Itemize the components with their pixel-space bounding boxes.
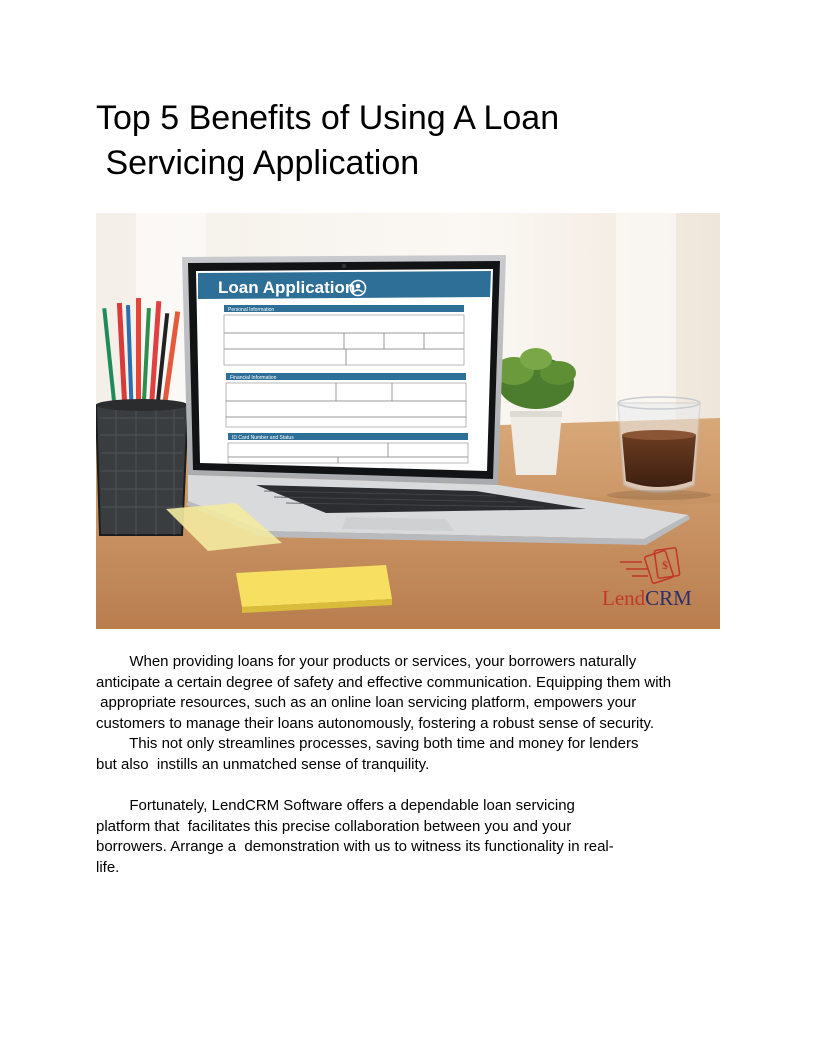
paragraph-2: [96, 796, 726, 878]
brand-lend: Lend: [602, 586, 646, 610]
text-line: life.: [96, 858, 120, 876]
form-section-1: Personal Information: [228, 307, 275, 313]
form-title: Loan Application: [218, 278, 356, 297]
text-line: customers to manage their loans autonomously, fostering a robust sense of security.: [96, 714, 655, 732]
text-line: This not only streamlines processes, saving both time and money for lenders: [96, 735, 639, 753]
hero-illustration: [96, 213, 720, 629]
title-line-2: Servicing Application: [96, 144, 420, 182]
text-line: Fortunately, LendCRM Software offers a dependable loan servicing: [96, 797, 575, 815]
brand-crm: CRM: [645, 586, 692, 610]
hero-image: [96, 213, 720, 629]
text-line: appropriate resources, such as an online loan servicing platform, empowers your: [96, 694, 637, 712]
text-line: borrowers. Arrange a demonstration with us to witness its functionality in real-: [96, 838, 614, 856]
paragraph-1: [96, 652, 726, 776]
title-line-1: Top 5 Benefits of Using A Loan: [96, 99, 560, 137]
text-line: platform that facilitates this precise collaboration between you and your: [96, 817, 572, 835]
form-section-3: ID Card Number and Status: [232, 435, 294, 441]
text-line: anticipate a certain degree of safety and effective communication. Equipping them with: [96, 673, 672, 691]
text-line: When providing loans for your products or services, your borrowers naturally: [96, 653, 637, 670]
page-title: [96, 96, 716, 186]
article-body: [96, 652, 726, 879]
text-line: but also instills an unmatched sense of tranquility.: [96, 755, 430, 773]
form-section-2: Financial Information: [230, 375, 277, 381]
svg-text:$: $: [662, 558, 668, 572]
svg-text:LendCRM: [602, 586, 692, 610]
